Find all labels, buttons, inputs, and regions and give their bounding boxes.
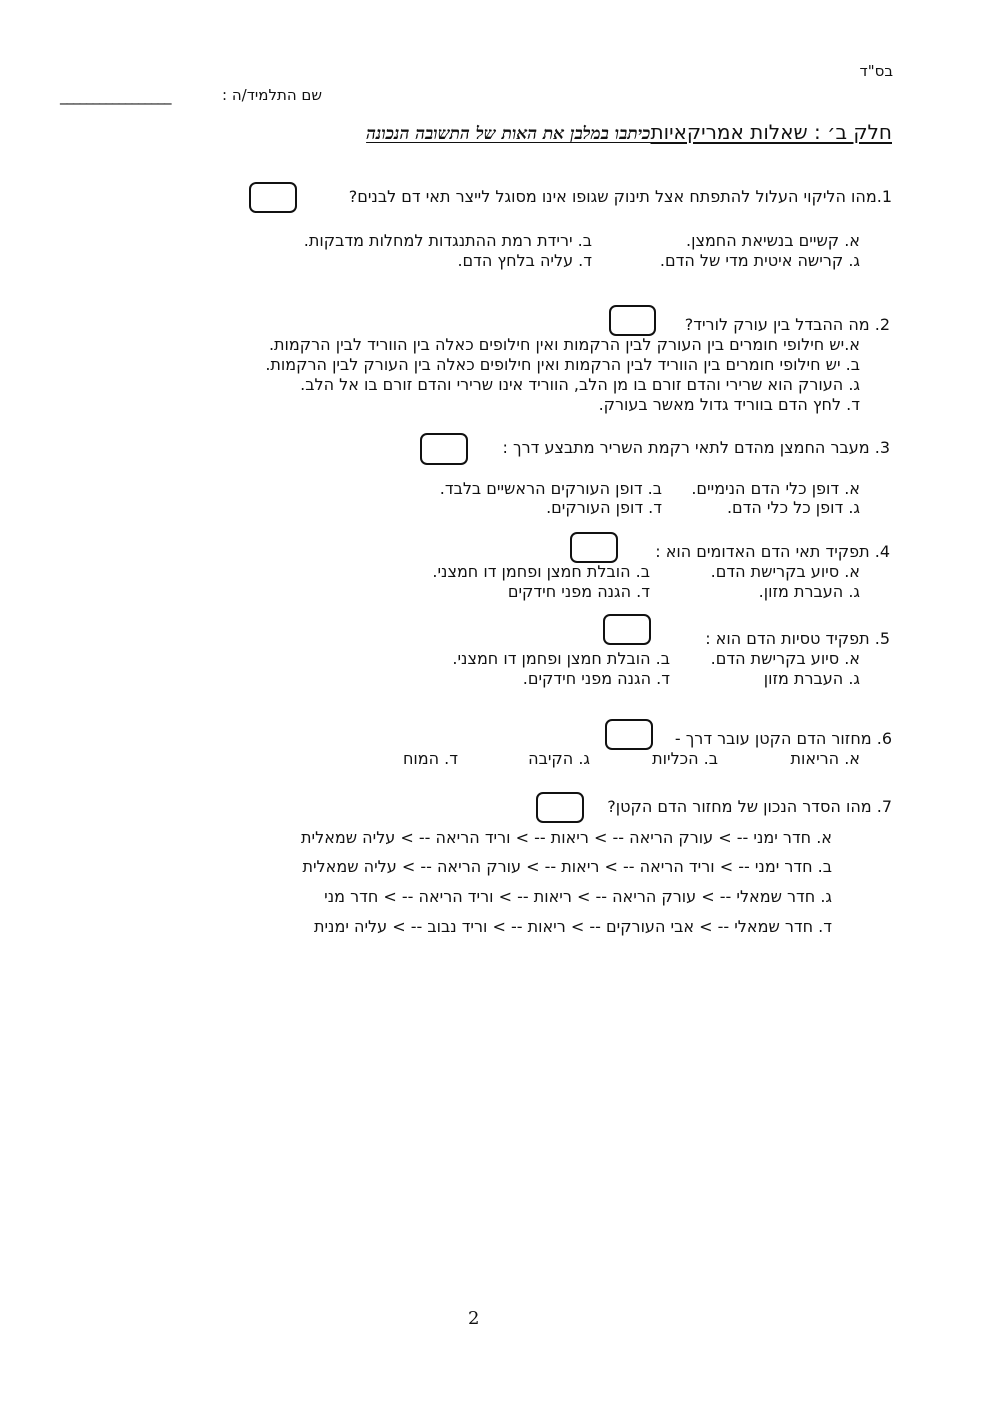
question-7-answer-box[interactable] bbox=[536, 792, 584, 823]
section-title-text: חלק ב׳ : שאלות אמריקאיות bbox=[650, 120, 892, 144]
q6-option-d: ד. המוח bbox=[402, 749, 458, 768]
bsd-header: בס"ד bbox=[859, 62, 893, 80]
q3-option-a: א. דופן כלי הדם הנימיים. bbox=[691, 479, 860, 498]
q3-option-d: ד. דופן העורקים. bbox=[546, 498, 662, 517]
q7-option-c: ג. חדר שמאלי -- > עורק הריאה -- > ריאות -- > וריד הריאה -- > חדר מני bbox=[324, 887, 832, 906]
question-4-answer-box[interactable] bbox=[570, 532, 618, 563]
q3-option-b: ב. דופן העורקים הראשיים בלבד. bbox=[439, 479, 662, 498]
q2-option-c: ג. העורק הוא שרירי והדם זורם בו מן הלב, הווריד אינו שרירי והדם זורם בו אל הלב. bbox=[300, 375, 860, 394]
q1-option-d: ד. עליה בלחץ הדם. bbox=[457, 251, 592, 270]
student-name-label: שם התלמיד/ה : bbox=[222, 86, 322, 104]
question-3-text: 3. מעבר החמצן מהדם לתאי רקמת השריר מתבצע דרך : bbox=[502, 438, 890, 457]
q4-option-c: ג. העברת מזון. bbox=[758, 582, 860, 601]
section-instruction: כיתבו במלבן את האות של התשובה הנכונה bbox=[366, 124, 651, 144]
q6-option-a: א. הריאות bbox=[790, 749, 860, 768]
question-6-text: 6. מחזור הדם הקטן עובר דרך - bbox=[674, 729, 892, 748]
q4-option-d: ד. הגנה מפני חידקים bbox=[507, 582, 650, 601]
question-3-answer-box[interactable] bbox=[420, 433, 468, 465]
question-6-answer-box[interactable] bbox=[605, 719, 653, 750]
question-1-answer-box[interactable] bbox=[249, 182, 297, 213]
q4-option-a: א. סיוע בקרישת הדם. bbox=[710, 562, 860, 581]
q3-option-c: ג. דופן כל כלי הדם. bbox=[726, 498, 860, 517]
q5-option-c: ג. העברת מזון bbox=[763, 669, 860, 688]
q7-option-a: א. חדר ימני -- > עורק הריאה -- > ריאות -- > וריד הריאה -- > עליה שמאלית bbox=[301, 828, 832, 847]
q7-option-b: ב. חדר ימני -- > וריד הריאה -- > ריאות -- > עורק הריאה -- > עליה שמאלית bbox=[302, 857, 832, 876]
question-5-text: 5. תפקיד טסיות הדם הוא : bbox=[705, 629, 890, 648]
q1-option-b: ב. ירידת רמת ההתנגדות למחלות מדבקות. bbox=[303, 231, 592, 250]
q2-option-a: א.יש חילופי חומרים בין העורק לבין הרקמות ואין חילופים כאלה בין הווריד לבין הרקמות. bbox=[268, 335, 860, 354]
q5-option-d: ד. הגנה מפני חידקים. bbox=[522, 669, 670, 688]
question-1-text: 1.מהו הליקוי העלול להתפתח אצל תינוק שגופו אינו מסוגל לייצר תאי דם לבנים? bbox=[348, 187, 892, 206]
q6-option-b: ב. הכליות bbox=[652, 749, 718, 768]
student-name-field[interactable]: _________________ bbox=[60, 87, 171, 105]
q6-option-c: ג. הקיבה bbox=[528, 749, 590, 768]
q7-option-d: ד. חדר שמאלי -- > אבי העורקים -- > ריאות -- > וריד נבוב -- > עליה ימנית bbox=[313, 917, 832, 936]
question-5-answer-box[interactable] bbox=[603, 614, 651, 645]
question-2-answer-box[interactable] bbox=[609, 305, 656, 336]
q5-option-b: ב. הובלת חמצן ופחמן דו חמצני. bbox=[452, 649, 670, 668]
page-number: 2 bbox=[468, 1308, 480, 1329]
q1-option-c: ג. קרישה איטית מדי של הדם. bbox=[659, 251, 860, 270]
question-7-text: 7. מהו הסדר הנכון של מחזור הדם הקטן? bbox=[607, 797, 892, 816]
q1-option-a: א. קשיים בנשיאת החמצן. bbox=[686, 231, 860, 250]
q2-option-d: ד. לחץ הדם בווריד גדול מאשר בעורק. bbox=[598, 395, 860, 414]
q5-option-a: א. סיוע בקרישת הדם. bbox=[710, 649, 860, 668]
question-4-text: 4. תפקיד תאי הדם האדומים הוא : bbox=[655, 542, 890, 561]
section-title bbox=[366, 120, 892, 144]
q4-option-b: ב. הובלת חמצן ופחמן דו חמצני. bbox=[432, 562, 650, 581]
q2-option-b: ב. יש חילופי חומרים בין הווריד לבין הרקמות ואין חילופים כאלה בין העורק לבין הרקמות. bbox=[265, 355, 860, 374]
question-2-text: 2. מה ההבדל בין עורק לוריד? bbox=[684, 315, 890, 334]
